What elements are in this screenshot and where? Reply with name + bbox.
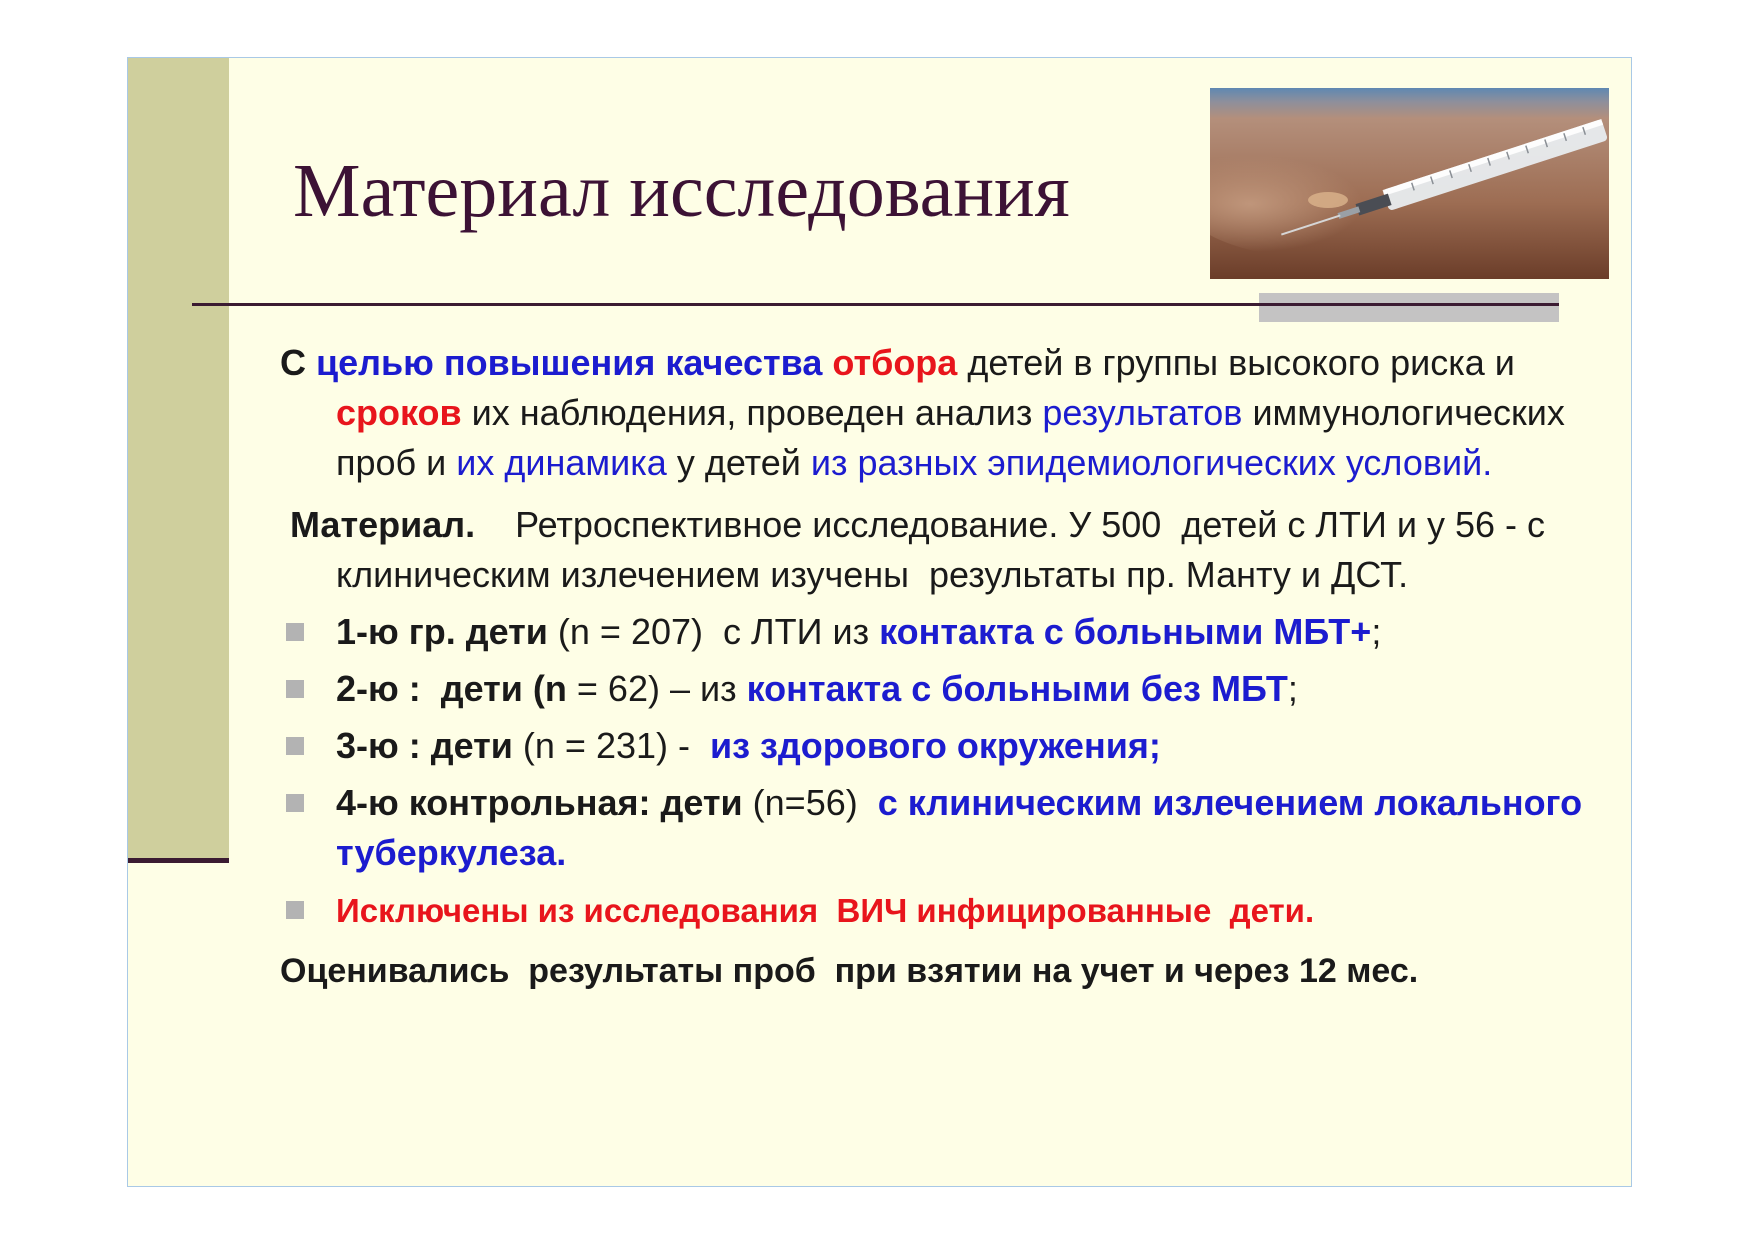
intro-highlight-blue: целью повышения качества xyxy=(316,342,823,383)
intro-paragraph xyxy=(280,338,1620,488)
bullet-square-icon xyxy=(286,737,304,755)
group-label: 3-ю : дети xyxy=(336,725,513,766)
group-item xyxy=(280,778,1620,878)
group-label: 4-ю контрольная: дети xyxy=(336,782,743,823)
group-source: контакта с больными МБТ+ xyxy=(879,611,1372,652)
side-bar-line xyxy=(128,858,229,863)
syringe-icon xyxy=(1210,88,1609,279)
slide-title: Материал исследования xyxy=(293,149,1070,233)
side-bar xyxy=(128,58,229,862)
excluded-text: Исключены из исследования ВИЧ инфицированные дети. xyxy=(336,892,1315,929)
intro-text xyxy=(822,342,832,383)
group-label: 2-ю : дети (n xyxy=(336,668,567,709)
bullet-square-icon xyxy=(286,623,304,641)
slide-content xyxy=(280,338,1620,996)
group-count: (n=56) xyxy=(742,782,878,823)
group-count: (n = 207) с ЛТИ из xyxy=(547,611,880,652)
group-source: из здорового окружения; xyxy=(710,725,1161,766)
bullet-square-icon xyxy=(286,901,304,919)
intro-highlight-red: отбора xyxy=(832,342,958,383)
group-label: 1-ю гр. дети xyxy=(336,611,548,652)
material-label: Материал. xyxy=(290,504,476,545)
intro-text: детей в группы высокого риска и xyxy=(957,342,1515,383)
group-punct: ; xyxy=(1371,611,1382,652)
group-item xyxy=(280,721,1620,771)
intro-highlight-blue: результатов xyxy=(1042,392,1243,433)
group-punct: ; xyxy=(1287,668,1298,709)
slide xyxy=(127,57,1632,1187)
intro-highlight-blue: их динамика xyxy=(456,442,667,483)
intro-text: иммунологических проб и xyxy=(336,392,1565,483)
excluded-item xyxy=(280,885,1620,936)
material-paragraph xyxy=(280,500,1620,600)
title-accent-bar xyxy=(1259,293,1559,322)
bullet-square-icon xyxy=(286,794,304,812)
bullet-square-icon xyxy=(286,680,304,698)
intro-text: С xyxy=(280,342,316,383)
group-item xyxy=(280,607,1620,657)
syringe-photo xyxy=(1210,88,1609,279)
group-source: с клиническим излечением локального туберкулеза. xyxy=(336,782,1583,873)
group-count: (n = 231) - xyxy=(512,725,710,766)
title-accent-line xyxy=(1259,303,1559,306)
closing-text: Оценивались результаты проб при взятии на учет и через 12 мес. xyxy=(280,952,1419,990)
intro-text: у детей xyxy=(666,442,811,483)
intro-text: их наблюдения, проведен анализ xyxy=(461,392,1043,433)
group-count: = 62) – из xyxy=(566,668,747,709)
intro-highlight-blue: из разных эпидемиологических условий. xyxy=(810,442,1493,483)
material-text: Ретроспективное исследование. У 500 детей с ЛТИ и у 56 - с клиническим излечением изучены результаты пр. Манту и ДСТ. xyxy=(336,504,1556,595)
group-source: контакта с больными без МБТ xyxy=(746,668,1288,709)
group-item xyxy=(280,664,1620,714)
intro-highlight-red: сроков xyxy=(336,392,462,433)
